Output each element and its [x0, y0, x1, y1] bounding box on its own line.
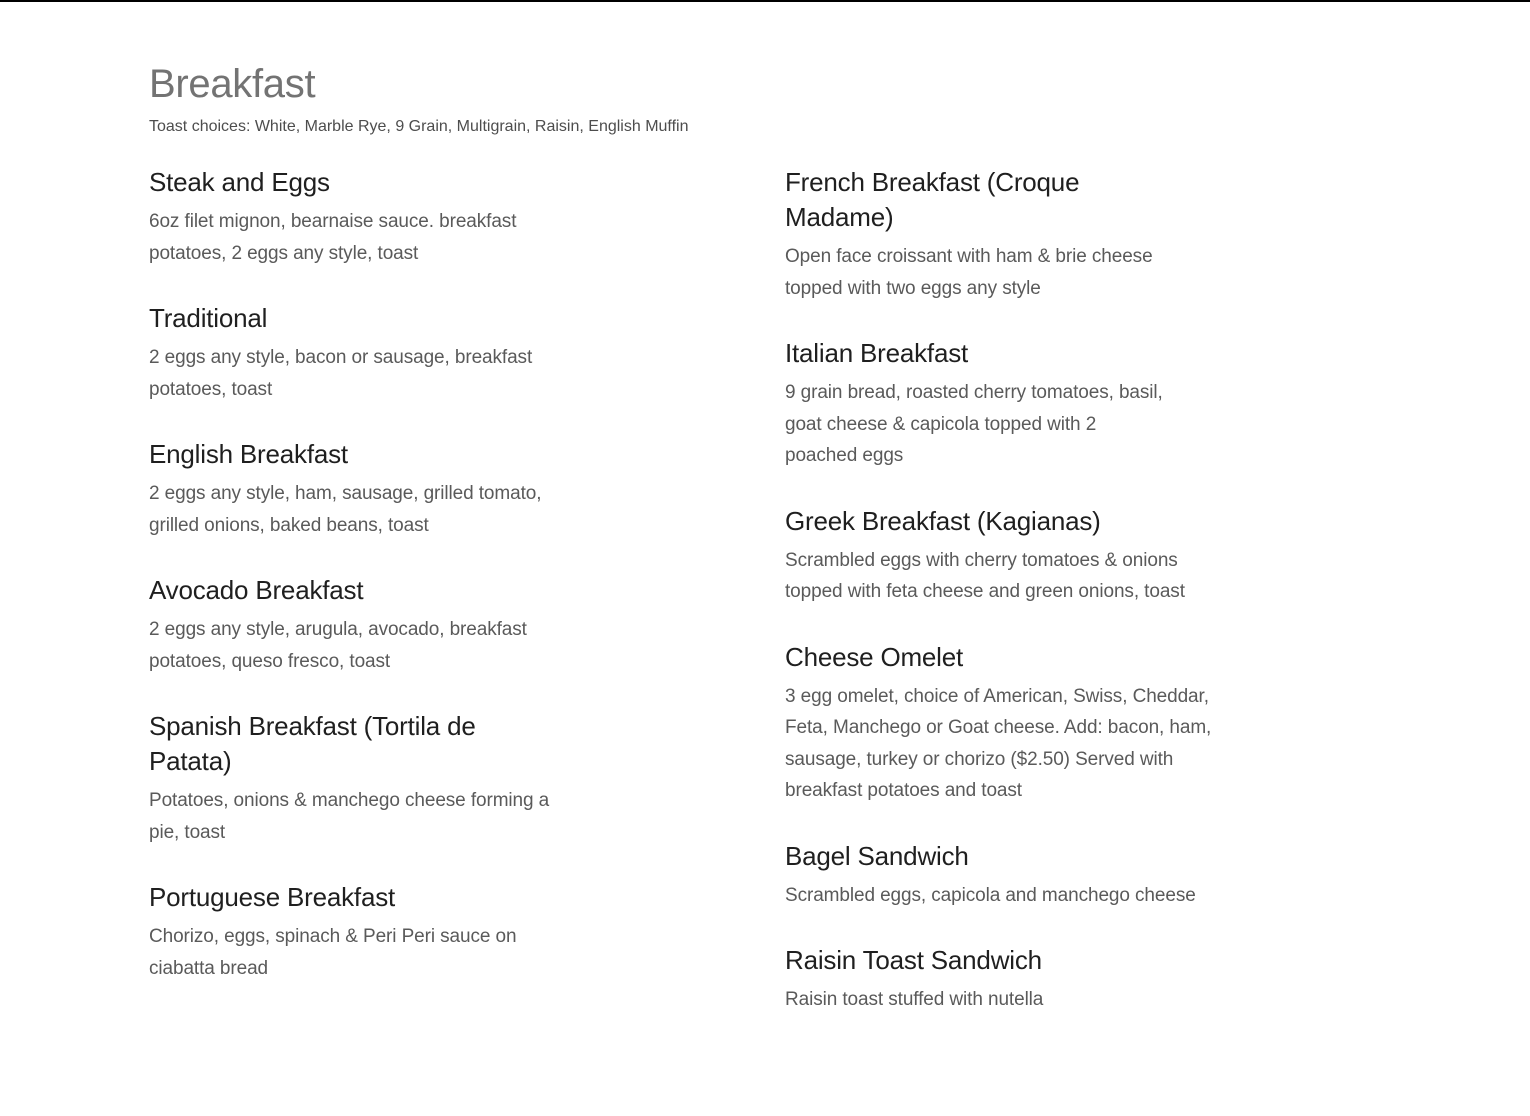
menu-item	[149, 301, 559, 405]
menu-item-name: Greek Breakfast (Kagianas)	[785, 505, 1101, 536]
menu-item-name: English Breakfast	[149, 439, 348, 469]
menu-item	[785, 839, 1225, 912]
menu-item	[149, 880, 549, 984]
menu-item-name: Portuguese Breakfast	[149, 882, 396, 912]
menu-item-name: Italian Breakfast	[785, 338, 969, 368]
menu-item-description: 3 egg omelet, choice of American, Swiss, Cheddar, Feta, Manchego or Goat cheese. Add: bacon, ham, sausage, turkey or chorizo ($2.50) Served with breakfast potatoes and toast	[785, 685, 1212, 801]
menu-item	[785, 336, 1170, 472]
menu-item	[149, 709, 569, 848]
menu-item-name: Steak and Eggs	[149, 167, 330, 197]
menu-item-name: Spanish Breakfast (Tortila de Patata)	[149, 711, 476, 776]
menu-item	[785, 943, 1225, 1016]
menu-item	[785, 165, 1180, 304]
menu-item-description: 6oz filet mignon, bearnaise sauce. breakfast potatoes, 2 eggs any style, toast	[149, 211, 517, 264]
section-title: Breakfast	[149, 62, 316, 106]
menu-item-description: Open face croissant with ham & brie cheese topped with two eggs any style	[785, 246, 1153, 299]
menu-item-description: Chorizo, eggs, spinach & Peri Peri sauce on ciabatta bread	[149, 926, 517, 979]
menu-item-description: Scrambled eggs with cherry tomatoes & onions topped with feta cheese and green onions, toast	[785, 549, 1185, 602]
menu-item-name: Bagel Sandwich	[785, 840, 969, 871]
menu-item-description: 9 grain bread, roasted cherry tomatoes, basil, goat cheese & capicola topped with 2 poached eggs	[785, 382, 1163, 466]
menu-item-name: Traditional	[149, 303, 268, 333]
menu-item	[149, 437, 559, 541]
breakfast-menu-section	[149, 0, 1279, 1116]
menu-item	[785, 504, 1225, 608]
menu-item	[149, 165, 559, 269]
menu-item	[785, 640, 1225, 807]
menu-item-description: 2 eggs any style, ham, sausage, grilled tomato, grilled onions, baked beans, toast	[149, 483, 542, 536]
toast-choices-note: Toast choices: White, Marble Rye, 9 Grain, Multigrain, Raisin, English Muffin	[149, 118, 689, 135]
menu-item-description: Raisin toast stuffed with nutella	[785, 989, 1044, 1010]
menu-item-name: Raisin Toast Sandwich	[785, 945, 1042, 975]
menu-item-name: French Breakfast (Croque Madame)	[785, 167, 1080, 232]
menu-item-description: Scrambled eggs, capicola and manchego cheese	[785, 884, 1196, 906]
menu-item-name: Avocado Breakfast	[149, 575, 364, 605]
menu-column-right	[785, 165, 1225, 1048]
menu-item-name: Cheese Omelet	[785, 641, 964, 672]
menu-item	[149, 573, 559, 677]
menu-item-description: 2 eggs any style, bacon or sausage, breakfast potatoes, toast	[149, 347, 533, 400]
menu-item-description: 2 eggs any style, arugula, avocado, breakfast potatoes, queso fresco, toast	[149, 619, 527, 672]
menu-column-left	[149, 165, 569, 1016]
menu-item-description: Potatoes, onions & manchego cheese forming a pie, toast	[149, 790, 550, 843]
